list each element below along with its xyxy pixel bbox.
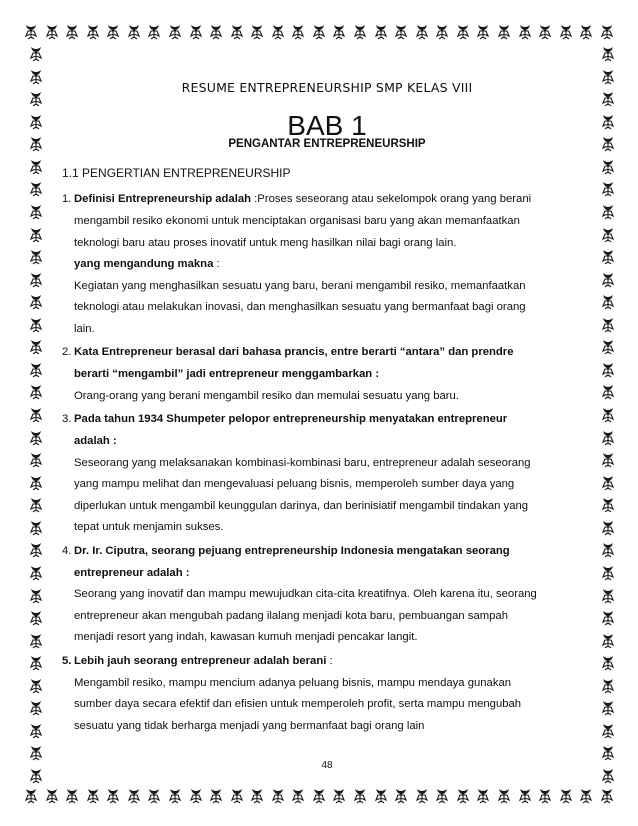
chapter-title: BAB 1 — [287, 110, 367, 141]
item-text-line: Seseorang yang melaksanakan kombinasi-kombinasi baru, entrepreneur adalah seseorang — [74, 456, 531, 469]
tree-ornament-icon — [601, 745, 615, 761]
item-text-line: lain. — [74, 322, 95, 335]
tree-ornament-icon — [579, 24, 593, 40]
tree-ornament-icon — [29, 249, 43, 265]
resume-title: RESUME ENTREPRENEURSHIP SMP KELAS VIII — [181, 80, 473, 95]
tree-ornament-icon — [29, 159, 43, 175]
tree-ornament-icon — [601, 430, 615, 446]
tree-ornament-icon — [579, 788, 593, 804]
right-border — [598, 46, 618, 784]
tree-ornament-icon — [601, 136, 615, 152]
item-text-line: mengambil resiko ekonomi untuk menciptakan organisasi baru yang akan memanfaatkan — [74, 215, 520, 227]
item-text-line: entrepreneur akan mengubah padang ilalang menjadi kota baru, pembuangan sampah — [74, 609, 508, 622]
tree-ornament-icon — [29, 114, 43, 130]
left-border — [26, 46, 46, 784]
item-number: 1. — [62, 193, 72, 205]
tree-ornament-icon — [601, 497, 615, 513]
tree-ornament-icon — [601, 542, 615, 558]
tree-ornament-icon — [29, 384, 43, 400]
item-number: 4. — [62, 544, 72, 557]
tree-ornament-icon — [601, 362, 615, 378]
item-text-line: Orang-orang yang berani mengambil resiko dan memulai sesuatu yang baru. — [74, 389, 459, 402]
tree-ornament-icon — [29, 69, 43, 85]
item-heading: Lebih jauh seorang entrepreneur adalah berani — [74, 654, 327, 667]
item-text-line: teknologi baru atau proses inovatif untuk meng hasilkan nilai bagi orang lain. — [74, 236, 457, 249]
page-number: 48 — [321, 760, 333, 771]
tree-ornament-icon — [601, 272, 615, 288]
tree-ornament-icon — [601, 723, 615, 739]
tree-ornament-icon — [29, 700, 43, 716]
list-item — [62, 340, 582, 407]
item-heading: Definisi Entrepreneurship adalah — [74, 193, 255, 205]
tree-ornament-icon — [601, 452, 615, 468]
item-text-line: yang mampu melihat dan mengevaluasi peluang bisnis, memperoleh sumber daya yang — [74, 478, 515, 490]
item-text-line: menjadi resort yang indah, kawasan kumuh menjadi pencakar langit. — [74, 631, 418, 643]
tree-ornament-icon — [601, 475, 615, 491]
tree-ornament-icon — [29, 227, 43, 243]
tree-ornament-icon — [29, 339, 43, 355]
item-subheading: yang mengandung makna — [74, 258, 214, 270]
tree-ornament-icon — [601, 114, 615, 130]
item-heading: Pada tahun 1934 Shumpeter pelopor entrepreneurship menyatakan entrepreneur — [74, 413, 508, 425]
tree-ornament-icon — [601, 407, 615, 423]
tree-ornament-icon — [29, 565, 43, 581]
tree-ornament-icon — [601, 159, 615, 175]
definition-list — [62, 187, 582, 737]
tree-ornament-icon — [29, 272, 43, 288]
tree-ornament-icon — [29, 452, 43, 468]
tree-ornament-icon — [29, 294, 43, 310]
item-number: 3. — [62, 413, 72, 425]
tree-ornament-icon — [29, 91, 43, 107]
section-heading: 1.1 PENGERTIAN ENTREPRENEURSHIP — [62, 166, 291, 180]
document-page — [62, 0, 572, 826]
tree-ornament-icon — [601, 700, 615, 716]
tree-ornament-icon — [601, 339, 615, 355]
tree-ornament-icon — [65, 24, 79, 40]
item-text-line: tepat untuk menjamin sukses. — [74, 521, 224, 533]
chapter-subtitle: PENGANTAR ENTREPRENEURSHIP — [228, 138, 426, 150]
item-heading-line: entrepreneur adalah : — [74, 566, 190, 579]
tree-ornament-icon — [601, 384, 615, 400]
tree-ornament-icon — [601, 565, 615, 581]
tree-ornament-icon — [29, 768, 43, 784]
list-item — [62, 649, 582, 738]
item-heading-rest: :Proses seseorang atau sekelompok orang yang berani — [254, 193, 532, 205]
item-text-line: Mengambil resiko, mampu mencium adanya peluang bisnis, mampu mendaya gunakan — [74, 676, 512, 689]
tree-ornament-icon — [29, 475, 43, 491]
tree-ornament-icon — [29, 588, 43, 604]
tree-ornament-icon — [29, 542, 43, 558]
tree-ornament-icon — [29, 136, 43, 152]
tree-ornament-icon — [601, 588, 615, 604]
tree-ornament-icon — [29, 204, 43, 220]
item-heading-line: berarti “mengambil” jadi entrepreneur menggambarkan : — [74, 368, 380, 380]
tree-ornament-icon — [45, 788, 59, 804]
item-subheading-rest: : — [213, 258, 220, 270]
tree-ornament-icon — [600, 24, 614, 40]
item-text-line: sesuatu yang tidak berharga menjadi yang bermanfaat bagi orang lain — [74, 719, 425, 732]
tree-ornament-icon — [29, 633, 43, 649]
tree-ornament-icon — [601, 633, 615, 649]
tree-ornament-icon — [29, 407, 43, 423]
tree-ornament-icon — [601, 520, 615, 536]
tree-ornament-icon — [29, 430, 43, 446]
tree-ornament-icon — [601, 227, 615, 243]
tree-ornament-icon — [29, 317, 43, 333]
tree-ornament-icon — [29, 723, 43, 739]
tree-ornament-icon — [29, 362, 43, 378]
tree-ornament-icon — [29, 655, 43, 671]
tree-ornament-icon — [29, 678, 43, 694]
tree-ornament-icon — [601, 181, 615, 197]
list-item — [62, 407, 582, 539]
item-number: 2. — [62, 346, 72, 358]
item-heading: Dr. Ir. Ciputra, seorang pejuang entrepreneurship Indonesia mengatakan seorang — [74, 544, 510, 557]
tree-ornament-icon — [601, 317, 615, 333]
tree-ornament-icon — [601, 678, 615, 694]
tree-ornament-icon — [29, 497, 43, 513]
item-heading: Kata Entrepreneur berasal dari bahasa prancis, entre berarti “antara” dan prendre — [74, 346, 514, 358]
item-heading-line: adalah : — [74, 435, 117, 447]
item-text-line: sumber daya secara efektif dan efisien untuk memperoleh profit, serta mampu mengubah — [74, 698, 522, 710]
item-text-line: diperlukan untuk mengambil keunggulan darinya, dan berinisiatif mengambil tindakan yang — [74, 499, 529, 512]
tree-ornament-icon — [24, 24, 38, 40]
item-heading-rest: : — [326, 654, 333, 667]
tree-ornament-icon — [601, 249, 615, 265]
tree-ornament-icon — [601, 768, 615, 784]
tree-ornament-icon — [24, 788, 38, 804]
list-item — [62, 539, 582, 649]
tree-ornament-icon — [45, 24, 59, 40]
tree-ornament-icon — [65, 788, 79, 804]
item-text-line: Kegiatan yang menghasilkan sesuatu yang baru, berani mengambil resiko, memanfaatkan — [74, 279, 526, 292]
tree-ornament-icon — [29, 46, 43, 62]
tree-ornament-icon — [29, 610, 43, 626]
tree-ornament-icon — [601, 204, 615, 220]
tree-ornament-icon — [29, 181, 43, 197]
item-text-line: teknologi atau melakukan inovasi, dan menghasilkan sesuatu yang bermanfaat bagi orang — [74, 301, 526, 313]
tree-ornament-icon — [600, 788, 614, 804]
item-number: 5. — [62, 654, 72, 667]
tree-ornament-icon — [601, 91, 615, 107]
list-item — [62, 187, 582, 340]
tree-ornament-icon — [601, 46, 615, 62]
item-text-line: Seorang yang inovatif dan mampu mewujudkan cita-cita kreatifnya. Oleh karena itu, seorang — [74, 588, 537, 600]
tree-ornament-icon — [601, 69, 615, 85]
tree-ornament-icon — [29, 520, 43, 536]
tree-ornament-icon — [601, 610, 615, 626]
tree-ornament-icon — [601, 655, 615, 671]
tree-ornament-icon — [601, 294, 615, 310]
tree-ornament-icon — [29, 745, 43, 761]
